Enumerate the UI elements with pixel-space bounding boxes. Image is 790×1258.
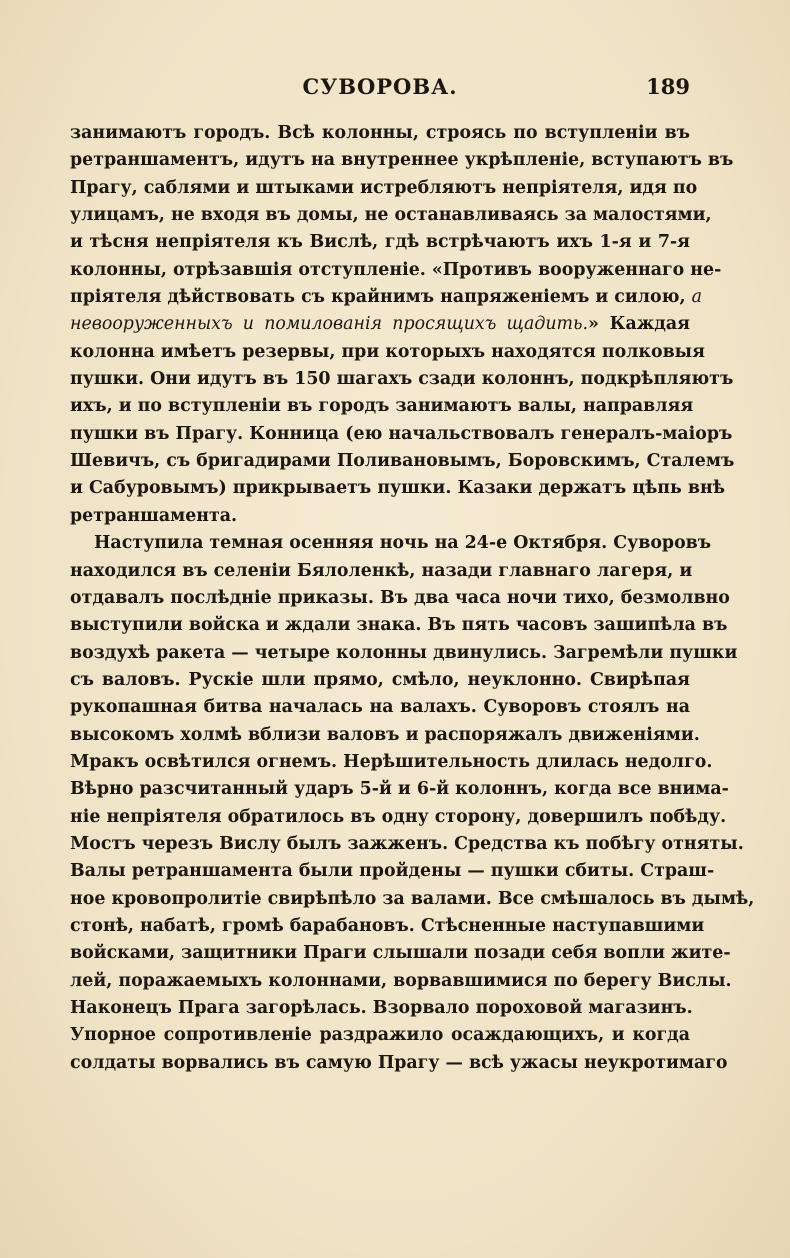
text-line: съ валовъ. Рускіе шли прямо, смѣло, неуклонно. Свирѣпая: [70, 669, 690, 690]
text-line: Вѣрно разсчитанный ударъ 5-й и 6-й колоннъ, когда все внима-: [70, 779, 729, 800]
text-line-mixed: [70, 284, 702, 311]
text-line: колонна имѣетъ резервы, при которыхъ находятся полковыя: [70, 341, 705, 362]
text-line: Наступила темная осенняя ночь на 24-е Октября. Суворовъ: [94, 533, 712, 554]
page-number: 189: [646, 74, 690, 99]
text-line: пушки въ Прагу. Конница (ею начальствовалъ генералъ-маіоръ: [70, 423, 733, 444]
text-italic: невооруженныхъ и помилованія просящихъ щадить.: [70, 314, 589, 335]
text-line-mixed: [70, 311, 690, 338]
text-line: ретраншаментъ, идутъ на внутреннее укрѣпленіе, вступаютъ въ: [70, 150, 734, 171]
text-line: ихъ, и по вступленіи въ городъ занимаютъ валы, направляя: [70, 396, 694, 417]
text-line: Наконецъ Прага загорѣлась. Взорвало пороховой магазинъ.: [70, 998, 693, 1018]
page-header: [70, 74, 690, 104]
text-line: Мракъ освѣтился огнемъ. Нерѣшительность длилась недолго.: [70, 751, 713, 772]
text-line: отдавалъ послѣдніе приказы. Въ два часа ночи тихо, безмолвно: [70, 587, 730, 608]
text-line: солдаты ворвались въ самую Прагу — всѣ ужасы неукротимаго: [70, 1052, 728, 1073]
text-line: рукопашная битва началась на валахъ. Суворовъ стоялъ на: [70, 697, 690, 718]
text-roman: пріятеля дѣйствовать съ крайнимъ напряженіемъ и силою,: [70, 287, 686, 308]
text-line: Упорное сопротивленіе раздражило осаждающихъ, и когда: [70, 1025, 690, 1046]
text-roman: » Каждая: [588, 314, 690, 335]
text-line: Прагу, саблями и штыками истребляютъ непріятеля, идя по: [70, 177, 698, 198]
text-line: войсками, защитники Праги слышали позади себя вопли жите-: [70, 943, 731, 964]
text-line: находился въ селеніи Бялоленкѣ, назади главнаго лагеря, и: [70, 560, 693, 581]
text-line: Мостъ черезъ Вислу былъ зажженъ. Средства къ побѣгу отняты.: [70, 833, 744, 854]
text-line: Шевичъ, съ бригадирами Поливановымъ, Боровскимъ, Сталемъ: [70, 451, 735, 472]
running-title: СУВОРОВА.: [302, 74, 458, 99]
text-line: улицамъ, не входя въ домы, не останавливаясь за малостями,: [70, 205, 712, 226]
text-line: и тѣсня непріятеля къ Вислѣ, гдѣ встрѣчаютъ ихъ 1-я и 7-я: [70, 232, 690, 253]
text-line: занимаютъ городъ. Всѣ колонны, строясь по вступленіи въ: [70, 123, 690, 143]
text-line: Валы ретраншамента были пройдены — пушки сбиты. Страш-: [70, 861, 715, 882]
text-line: ретраншамента.: [70, 505, 238, 526]
text-line: воздухѣ ракета — четыре колонны двинулись. Загремѣли пушки: [70, 642, 738, 663]
text-line: ніе непріятеля обратилось въ одну сторону, довершилъ побѣду.: [70, 806, 727, 827]
text-line: и Сабуровымъ) прикрываетъ пушки. Казаки держатъ цѣпь внѣ: [70, 478, 725, 499]
text-line: стонѣ, набатѣ, громѣ барабановъ. Стѣсненные наступавшими: [70, 915, 705, 936]
text-line: выступили войска и ждали знака. Въ пять часовъ зашипѣла въ: [70, 615, 728, 636]
text-line: пушки. Они идутъ въ 150 шагахъ сзади колоннъ, подкрѣпляютъ: [70, 369, 734, 390]
text-line: колонны, отрѣзавшія отступленіе. «Противъ вооруженнаго не-: [70, 259, 722, 280]
text-line: лей, поражаемыхъ колоннами, ворвавшимися по берегу Вислы.: [70, 970, 732, 991]
text-italic: а: [691, 287, 702, 308]
text-line: высокомъ холмѣ вблизи валовъ и распоряжалъ движеніями.: [70, 724, 700, 745]
body-text: [70, 120, 755, 1077]
text-line: ное кровопролитіе свирѣпѣло за валами. Все смѣшалось въ дымѣ,: [70, 888, 755, 909]
